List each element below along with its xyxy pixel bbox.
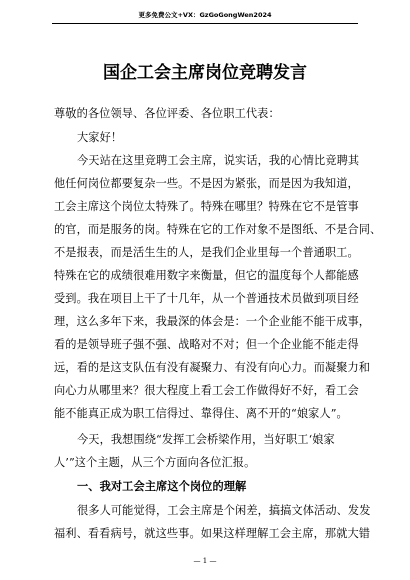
paragraph-line: 今天站在这里竞聘工会主席，说实话，我的心情比竞聘其 [77,154,360,167]
paragraph-line: 看的是领导班子强不强、战略对不对；但一个企业能不能走得 [54,338,359,351]
paragraph-line: 受到。我在项目上干了十几年，从一个普通技术员做到项目经 [54,292,359,305]
greeting-line: 大家好！ [77,131,123,144]
paragraph-line: 很多人可能觉得，工会主席是个闲差，搞搞文体活动、发发 [77,504,371,517]
paragraph-line: 特殊在它的成绩很难用数字来衡量，但它的温度每个人都能感 [54,269,359,282]
paragraph-line: 今天，我想围绕“发挥工会桥梁作用，当好职工‘娘家 [77,433,335,446]
paragraph-line: 理，这么多年下来，我最深的体会是：一个企业能不能干成事， [54,315,371,328]
header-divider [52,23,358,24]
page-number: — 1 — [193,557,217,565]
salutation-line: 尊敬的各位领导、各位评委、各位职工代表： [54,107,280,120]
section-heading: 一、我对工会主席这个岗位的理解 [77,480,247,493]
paragraph-line: 远，看的是这支队伍有没有凝聚力、有没有向心力。而凝聚力和 [54,361,371,374]
paragraph-line: 福利、看看病号，就这些事。如果这样理解工会主席，那就大错 [54,527,371,540]
document-title: 国企工会主席岗位竞聘发言 [103,63,307,83]
paragraph-line: 不是报表，而是活生生的人，是我们企业里每一个普通职工。 [54,246,359,259]
paragraph-line: 能不能真正成为职工信得过、靠得住、离不开的“娘家人”。 [54,407,348,420]
paragraph-line: 人’”这个主题，从三个方面向各位汇报。 [54,456,256,469]
header-note: 更多免费公文+VX：GzGoGongWen2024 [138,11,272,19]
paragraph-line: 他任何岗位都要复杂一些。不是因为紧张，而是因为我知道， [54,177,359,190]
paragraph-line: 工会主席这个岗位太特殊了。特殊在哪里？特殊在它不是管事 [54,200,359,213]
paragraph-line: 的官，而是服务的岗。特殊在它的工作对象不是图纸、不是合同、 [54,223,382,236]
paragraph-line: 向心力从哪里来？很大程度上看工会工作做得好不好，看工会 [54,384,359,397]
